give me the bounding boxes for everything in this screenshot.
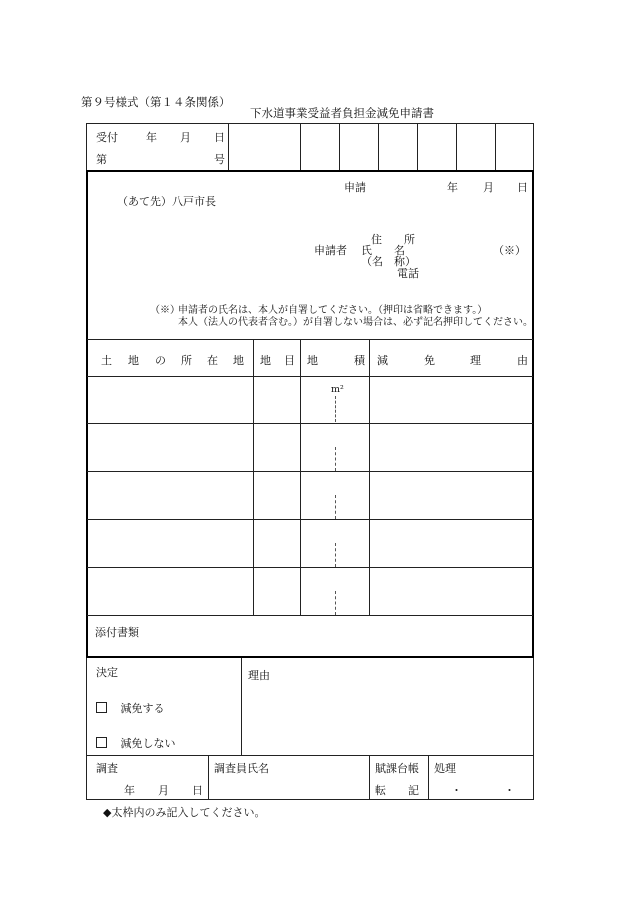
reception-box-1[interactable] — [301, 124, 339, 170]
reception-box-3[interactable] — [379, 124, 417, 170]
survey-day-label: 日 — [192, 784, 203, 797]
category-cell[interactable] — [254, 568, 300, 615]
note-line-1: 申請者の氏名は、本人が自署してください。（押印は省略できます。） — [178, 305, 488, 316]
investigator-field[interactable] — [212, 775, 367, 797]
decision-reason-label: 理由 — [248, 669, 270, 682]
application-month-label: 月 — [483, 181, 494, 194]
reason-cell[interactable] — [370, 424, 532, 471]
reception-box-4[interactable] — [418, 124, 456, 170]
checkbox-exempt[interactable] — [96, 702, 107, 713]
survey-label: 調査 — [96, 762, 118, 775]
form-title: 下水道事業受益者負担金減免申請書 — [250, 106, 434, 120]
reception-day-label: 日 — [214, 131, 225, 144]
location-cell[interactable] — [88, 568, 253, 615]
processing-dot-2: ・ — [504, 784, 515, 797]
reason-cell[interactable] — [370, 472, 532, 519]
location-cell[interactable] — [88, 472, 253, 519]
category-cell[interactable] — [254, 377, 300, 423]
option-exempt-label: 減免する — [120, 702, 165, 715]
applicant-label: 申請者 — [314, 244, 347, 257]
option-not-exempt[interactable] — [96, 735, 176, 751]
area-cell[interactable] — [301, 472, 369, 519]
area-unit: m² — [331, 384, 344, 395]
phone-field[interactable] — [422, 262, 522, 276]
reason-cell[interactable] — [370, 377, 532, 423]
footer-note: ◆太枠内のみ記入してください。 — [103, 806, 266, 819]
note-mark: （※） — [150, 305, 180, 316]
reception-box-2[interactable] — [340, 124, 378, 170]
decision-reason-field[interactable] — [245, 685, 530, 753]
area-cell[interactable] — [301, 520, 369, 567]
addressee: （あて先）八戸市長 — [117, 195, 216, 208]
category-cell[interactable] — [254, 472, 300, 519]
reception-dai-label: 第 — [96, 153, 107, 166]
address-field[interactable] — [420, 228, 490, 240]
corp-name-label: （名 称） — [361, 255, 416, 268]
area-cell[interactable] — [301, 377, 369, 423]
survey-year-label: 年 — [124, 784, 135, 797]
investigator-label: 調査員氏名 — [214, 762, 269, 775]
reason-cell[interactable] — [370, 568, 532, 615]
reception-go-label: 号 — [214, 153, 225, 166]
application-date-label: 申請 — [344, 181, 366, 194]
ledger-label: 賦課台帳 — [375, 762, 419, 775]
reception-year-label: 年 — [146, 131, 157, 144]
reception-month-label: 月 — [180, 131, 191, 144]
checkbox-not-exempt[interactable] — [96, 737, 107, 748]
address-label: 住 所 — [371, 233, 415, 246]
application-year-label: 年 — [447, 181, 458, 194]
name-label: 氏 名 — [361, 244, 405, 257]
reception-box-6[interactable] — [496, 124, 533, 170]
signature-mark: （※） — [493, 244, 526, 257]
category-cell[interactable] — [254, 520, 300, 567]
category-cell[interactable] — [254, 424, 300, 471]
processing-label: 処理 — [434, 762, 456, 775]
location-cell[interactable] — [88, 424, 253, 471]
location-cell[interactable] — [88, 377, 253, 423]
location-cell[interactable] — [88, 520, 253, 567]
form-number: 第９号様式（第１４条関係） — [81, 95, 231, 109]
option-exempt[interactable] — [96, 700, 165, 716]
decision-label: 決定 — [96, 666, 118, 679]
attachments-label: 添付書類 — [95, 626, 139, 639]
name-field[interactable] — [420, 240, 490, 252]
attachments-field[interactable] — [150, 617, 530, 655]
application-day-label: 日 — [517, 181, 528, 194]
area-cell[interactable] — [301, 424, 369, 471]
transfer-label: 転 記 — [375, 784, 419, 797]
processing-dot-1: ・ — [451, 784, 462, 797]
area-cell[interactable] — [301, 568, 369, 615]
note-line-2: 本人（法人の代表者含む。）が自署しない場合は、必ず記名押印してください。 — [178, 317, 533, 328]
phone-label: 電話 — [397, 267, 419, 280]
survey-month-label: 月 — [158, 784, 169, 797]
reason-cell[interactable] — [370, 520, 532, 567]
reception-label: 受付 — [96, 131, 118, 144]
reception-box-5[interactable] — [457, 124, 495, 170]
option-not-exempt-label: 減免しない — [120, 737, 176, 750]
